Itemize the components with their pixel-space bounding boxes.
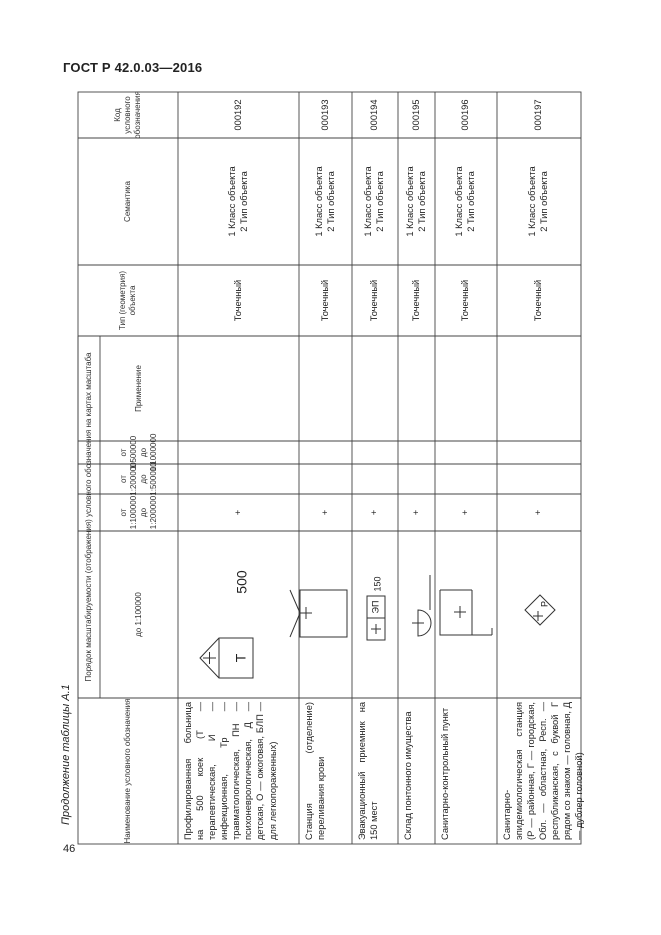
geometry-type: Точечный <box>410 279 421 322</box>
semantics-item: 1 Класс объекта <box>313 166 324 237</box>
geometry-type: Точечный <box>232 279 243 322</box>
object-code: 000195 <box>410 99 421 131</box>
header-name: Наименование условного обозначения <box>123 698 132 844</box>
header-geometry: Тип (геометрия) объекта <box>118 270 137 331</box>
header-scale-order: Порядок масштабируемости (отображения) условного обозначения на картах масштаба <box>84 352 93 682</box>
geometry-type: Точечный <box>319 279 330 322</box>
header-scale-2: от 1:100000 до 1:200000 <box>119 495 158 530</box>
object-code: 000194 <box>369 99 380 131</box>
semantics-item: 2 Тип объекта <box>539 171 549 232</box>
geometry-type: Точечный <box>533 279 544 322</box>
page-number: 46 <box>63 843 76 855</box>
scale-mark: + <box>232 509 243 516</box>
hospital-capacity-label: 500 <box>233 570 250 594</box>
station-letter-label: Р <box>539 600 550 608</box>
object-code: 000192 <box>232 99 243 131</box>
semantics-item: 2 Тип объекта <box>416 171 427 232</box>
header-scale-4: от 1:500000 до 1:1000000 <box>119 433 158 472</box>
sanitary-epidemiological-station-symbol-icon <box>525 595 555 625</box>
evacuation-point-symbol-icon <box>367 576 385 640</box>
scale-mark: + <box>460 509 471 516</box>
scale-mark: + <box>319 509 330 516</box>
pontoon-warehouse-symbol-icon <box>403 575 431 636</box>
scale-mark: + <box>410 509 421 516</box>
semantics-item: 2 Тип объекта <box>375 171 385 232</box>
row-name: Эвакуационный приемник на 150 мест <box>357 702 380 840</box>
semantics-item: 1 Класс объекта <box>363 166 374 237</box>
semantics-item: 1 Класс объекта <box>226 166 237 237</box>
header-code: Код условного обозначения <box>113 91 142 139</box>
semantics-item: 1 Класс объекта <box>527 166 538 237</box>
header-application: Применение <box>134 365 143 412</box>
header-semantics: Семантика <box>123 181 132 222</box>
geometry-type: Точечный <box>369 279 380 322</box>
semantics-item: 1 Класс объекта <box>454 166 465 237</box>
semantics-item: 2 Тип объекта <box>238 171 249 232</box>
hospital-letter-label: Т <box>232 653 249 663</box>
header-scale-1: до 1:100000 <box>134 592 143 637</box>
object-code: 000193 <box>319 99 330 131</box>
semantics-item: 2 Тип объекта <box>325 171 336 232</box>
table-continuation-caption: Продолжение таблицы А.1 <box>60 684 72 825</box>
sanitary-checkpoint-symbol-icon <box>440 590 492 635</box>
row-name: Санитарно-контрольный пункт <box>440 707 450 840</box>
document-title: ГОСТ Р 42.0.03—2016 <box>63 60 203 75</box>
scale-mark: + <box>369 509 380 516</box>
scale-mark: + <box>533 509 544 516</box>
semantics-item: 1 Класс объекта <box>404 166 415 237</box>
row-name: Профилированная больница на 500 коек (Т — терапевтическая, И — инфекционная, Тр — травматологическая, ПН — психоневрологическая, Д — детская, О — ожоговая, БЛП — для легкопораженных) <box>183 702 278 840</box>
row-name: Станция (отделение) переливания крови <box>304 702 327 840</box>
geometry-type: Точечный <box>460 279 471 322</box>
row-name: Санитарно-эпидемиологическая станция (Р — районная, Г — городская, Обл. — областная, Респ. — республиканская, с буквой Г рядом со знаком — головная, Д — дублер головной) <box>502 702 585 840</box>
row-name: Склад понтонного имущества <box>403 711 413 840</box>
header-scale-3: от 1:200000 до 1:500000 <box>119 462 158 496</box>
semantics-item: 2 Тип объекта <box>466 171 476 232</box>
evacuation-capacity-label: 150 <box>372 576 383 592</box>
evacuation-abbr-label: ЭП <box>370 600 381 614</box>
hospital-symbol-icon <box>200 570 253 678</box>
blood-station-symbol-icon <box>290 590 347 637</box>
object-code: 000196 <box>460 99 471 131</box>
object-code: 000197 <box>533 99 544 131</box>
